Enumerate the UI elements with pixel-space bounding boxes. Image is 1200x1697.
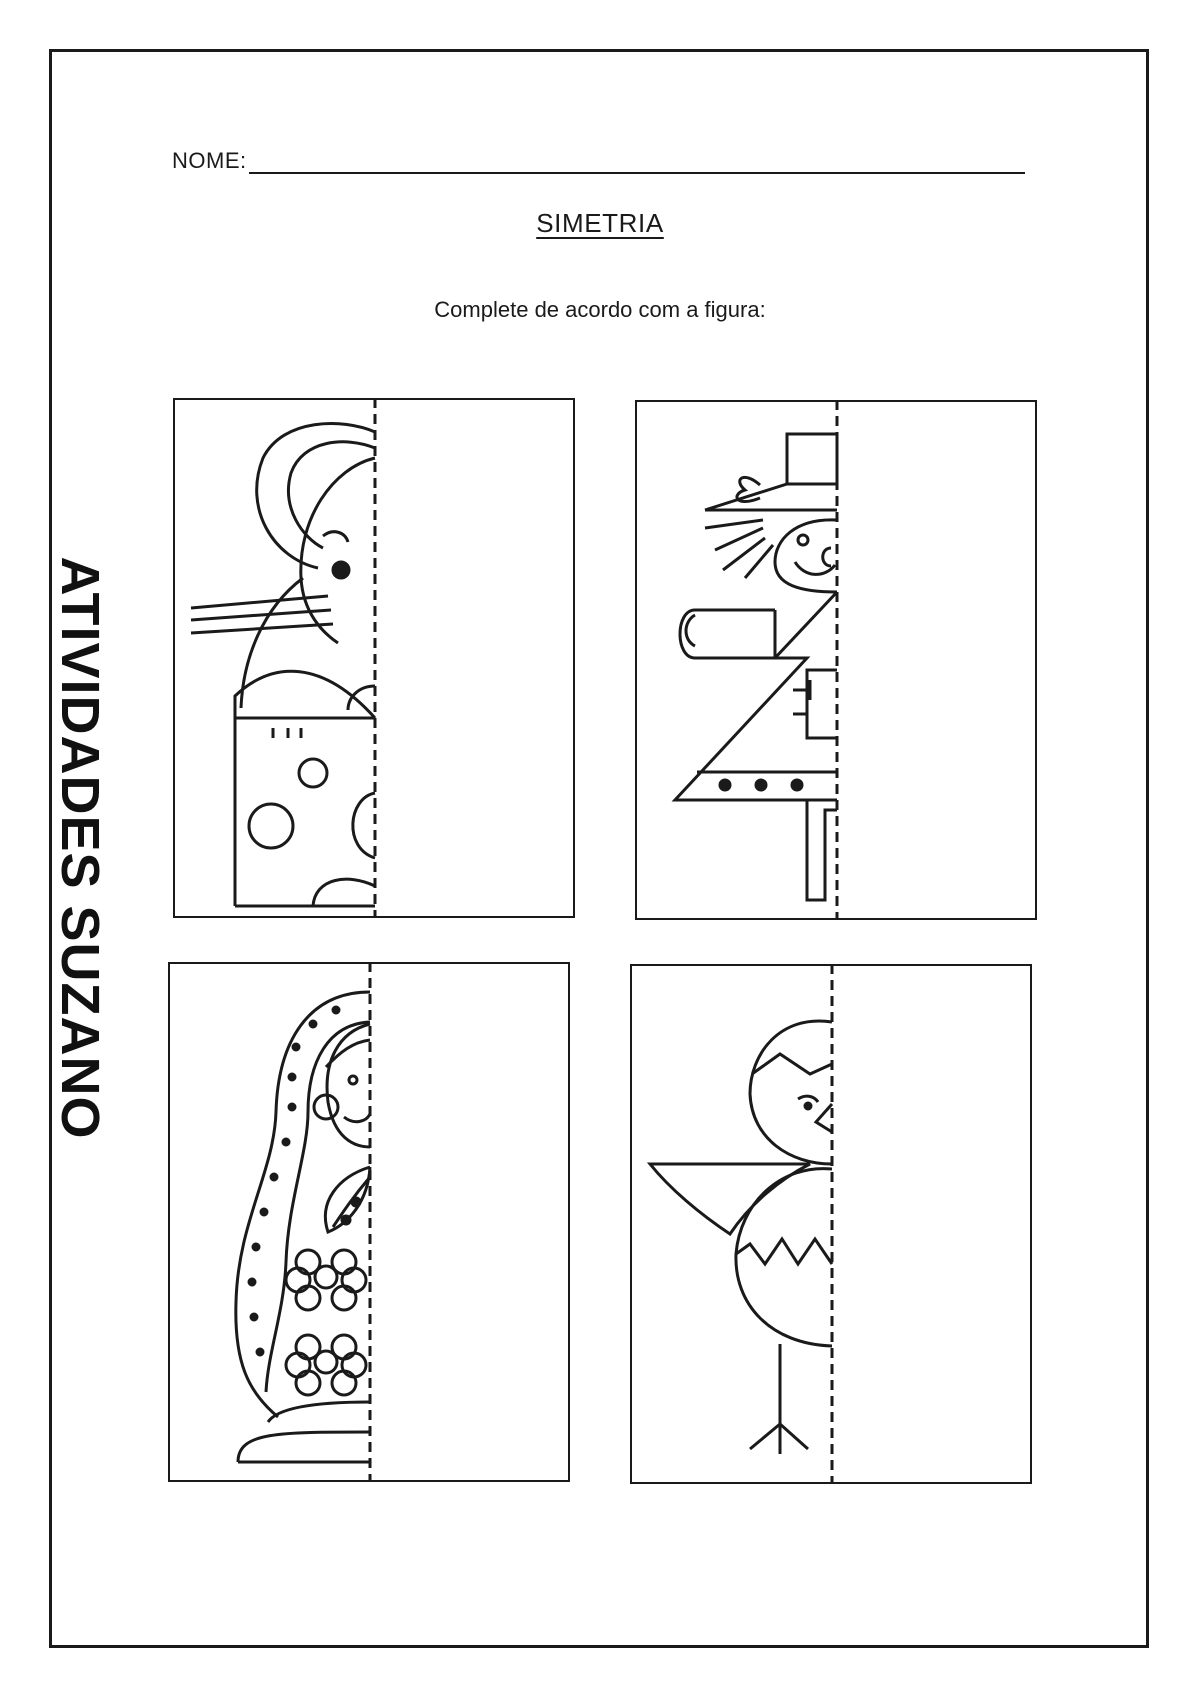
panel-mouse[interactable] <box>173 398 575 918</box>
watermark: ATIVIDADES SUZANO <box>50 556 110 1140</box>
panel-scarecrow[interactable] <box>635 400 1037 920</box>
chick-half-drawing <box>630 964 1032 1484</box>
panel-matryoshka[interactable] <box>168 962 570 1482</box>
name-write-line[interactable] <box>249 146 1025 174</box>
instruction-text: Complete de acordo com a figura: <box>434 297 766 322</box>
name-label: NOME: <box>172 148 247 173</box>
panel-chick[interactable] <box>630 964 1032 1484</box>
name-row <box>172 146 1025 174</box>
scarecrow-half-drawing <box>635 400 1037 920</box>
matryoshka-half-drawing <box>168 962 570 1482</box>
page-title: SIMETRIA <box>536 208 664 238</box>
mouse-half-drawing <box>173 398 575 918</box>
